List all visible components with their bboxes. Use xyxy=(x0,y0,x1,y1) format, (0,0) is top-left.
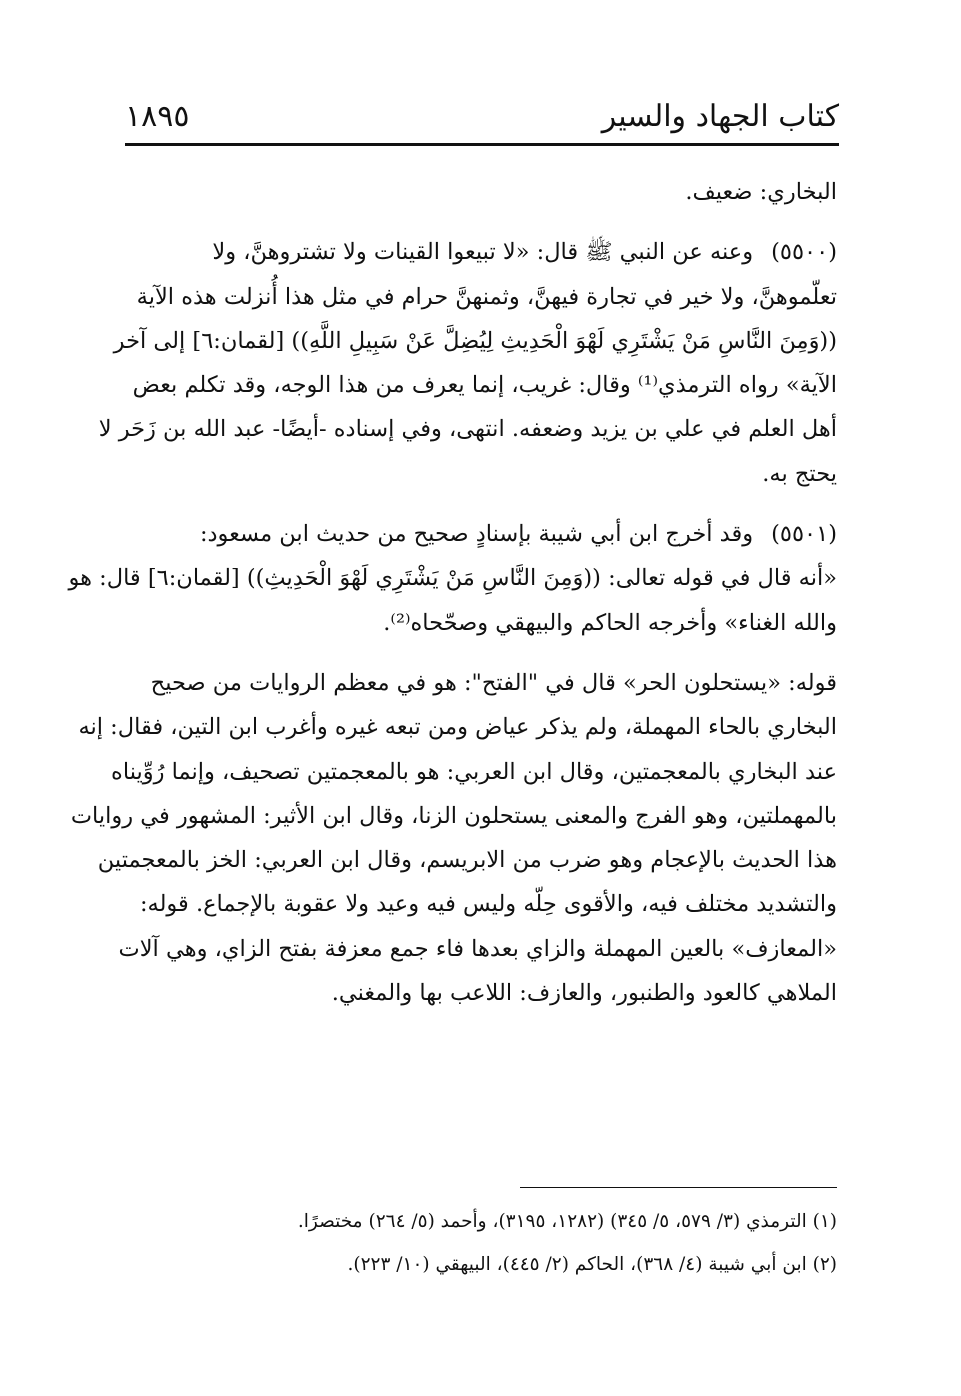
text-line: بالمهملتين، وهو الفرج والمعنى يستحلون الزنا، وقال ابن الأثير: المشهور في روايات xyxy=(70,802,837,829)
text-line: هذا الحديث بالإعجام وهو ضرب من الابريسم، وقال ابن العربي: الخز بالمعجمتين xyxy=(97,847,837,874)
text-line xyxy=(128,512,837,556)
hadith-number: (٥٥٠١) xyxy=(771,521,837,548)
footnote-2: (٢) ابن أبي شيبة (٤/ ٣٦٨)، الحاكم (٢/ ٤٤٥)، البيهقي (١٠/ ٢٢٣). xyxy=(347,1254,837,1275)
text-segment: وقد أخرج ابن أبي شيبة بإسنادٍ صحيح من حديث ابن مسعود: xyxy=(199,521,754,548)
chapter-title: كتاب الجهاد والسير xyxy=(601,99,839,134)
commentary-paragraph xyxy=(70,661,837,1015)
text-line: الآية» رواه الترمذي⁽¹⁾ وقال: غريب، إنما يعرف من هذا الوجه، وقد تكلم بعض xyxy=(132,372,837,399)
text-line: عند البخاري بالمعجمتين، وقال ابن العربي: هو بالمعجمتين تصحيف، وإنما رُوِّيناه xyxy=(111,758,837,785)
text-line: «المعازف» بالعين المهملة والزاي بعدها فاء جمع معزفة بفتح الزاي، وهي آلات xyxy=(118,935,837,962)
header-divider xyxy=(125,143,839,146)
main-text xyxy=(68,170,837,1015)
text-line: يحتج به. xyxy=(762,460,837,487)
text-segment: وعنه عن النبي ﷺ قال: «لا تبيعوا القينات ولا تشتروهنَّ، ولا xyxy=(212,239,754,266)
text-line: قوله: «يستحلون الحر» قال في "الفتح": هو في معظم الروايات من صحيح xyxy=(150,669,837,696)
page-number: ١٨٩٥ xyxy=(125,99,190,134)
text-line xyxy=(128,230,837,274)
text-line: البخاري: ضعيف. xyxy=(685,179,837,205)
text-line: تعلّموهنَّ، ولا خير في تجارة فيهنَّ، وثمنهنَّ حرام في مثل هذا أُنزلت هذه الآية xyxy=(136,283,837,310)
text-line: «أنه قال في قوله تعالى: ((وَمِنَ النَّاسِ مَنْ يَشْتَرِي لَهْوَ الْحَدِيثِ)) [لقمان:٦] قال: هو xyxy=(68,565,837,592)
footnotes xyxy=(128,1200,837,1286)
footnote-divider xyxy=(520,1187,837,1188)
hadith-5500 xyxy=(98,230,837,496)
footnote-1: (١) الترمذي (٣/ ٥٧٩، ٥/ ٣٤٥) (١٢٨٢، ٣١٩٥)، وأحمد (٥/ ٢٦٤) مختصرًا. xyxy=(297,1211,837,1232)
hadith-5501 xyxy=(68,512,837,645)
text-line: والتشديد مختلف فيه، والأقوى حِلّه وليس فيه وعيد ولا عقوبة بالإجماع. قوله: xyxy=(139,891,837,918)
text-line: الملاهي كالعود والطنبور، والعازف: اللاعب بها والمغني. xyxy=(331,980,837,1007)
text-line: أهل العلم في علي بن يزيد وضعفه. انتهى، وفي إسناده -أيضًا- عبد الله بن زَحَر لا xyxy=(98,416,837,443)
text-line: ((وَمِنَ النَّاسِ مَنْ يَشْتَرِي لَهْوَ الْحَدِيثِ لِيُضِلَّ عَنْ سَبِيلِ اللَّهِ)) [لقمان:٦] إلى آخر xyxy=(113,327,837,354)
hadith-number: (٥٥٠٠) xyxy=(771,239,837,266)
text-line: والله الغناء» وأخرجه الحاكم والبيهقي وصحّحاه⁽²⁾. xyxy=(383,609,837,636)
text-line: البخاري بالحاء المهملة، ولم يذكر عياض ومن تبعه غيره وأغرب ابن التين، فقال: إنه xyxy=(78,714,837,741)
paragraph-continuation xyxy=(128,170,837,214)
page-header xyxy=(125,96,839,142)
